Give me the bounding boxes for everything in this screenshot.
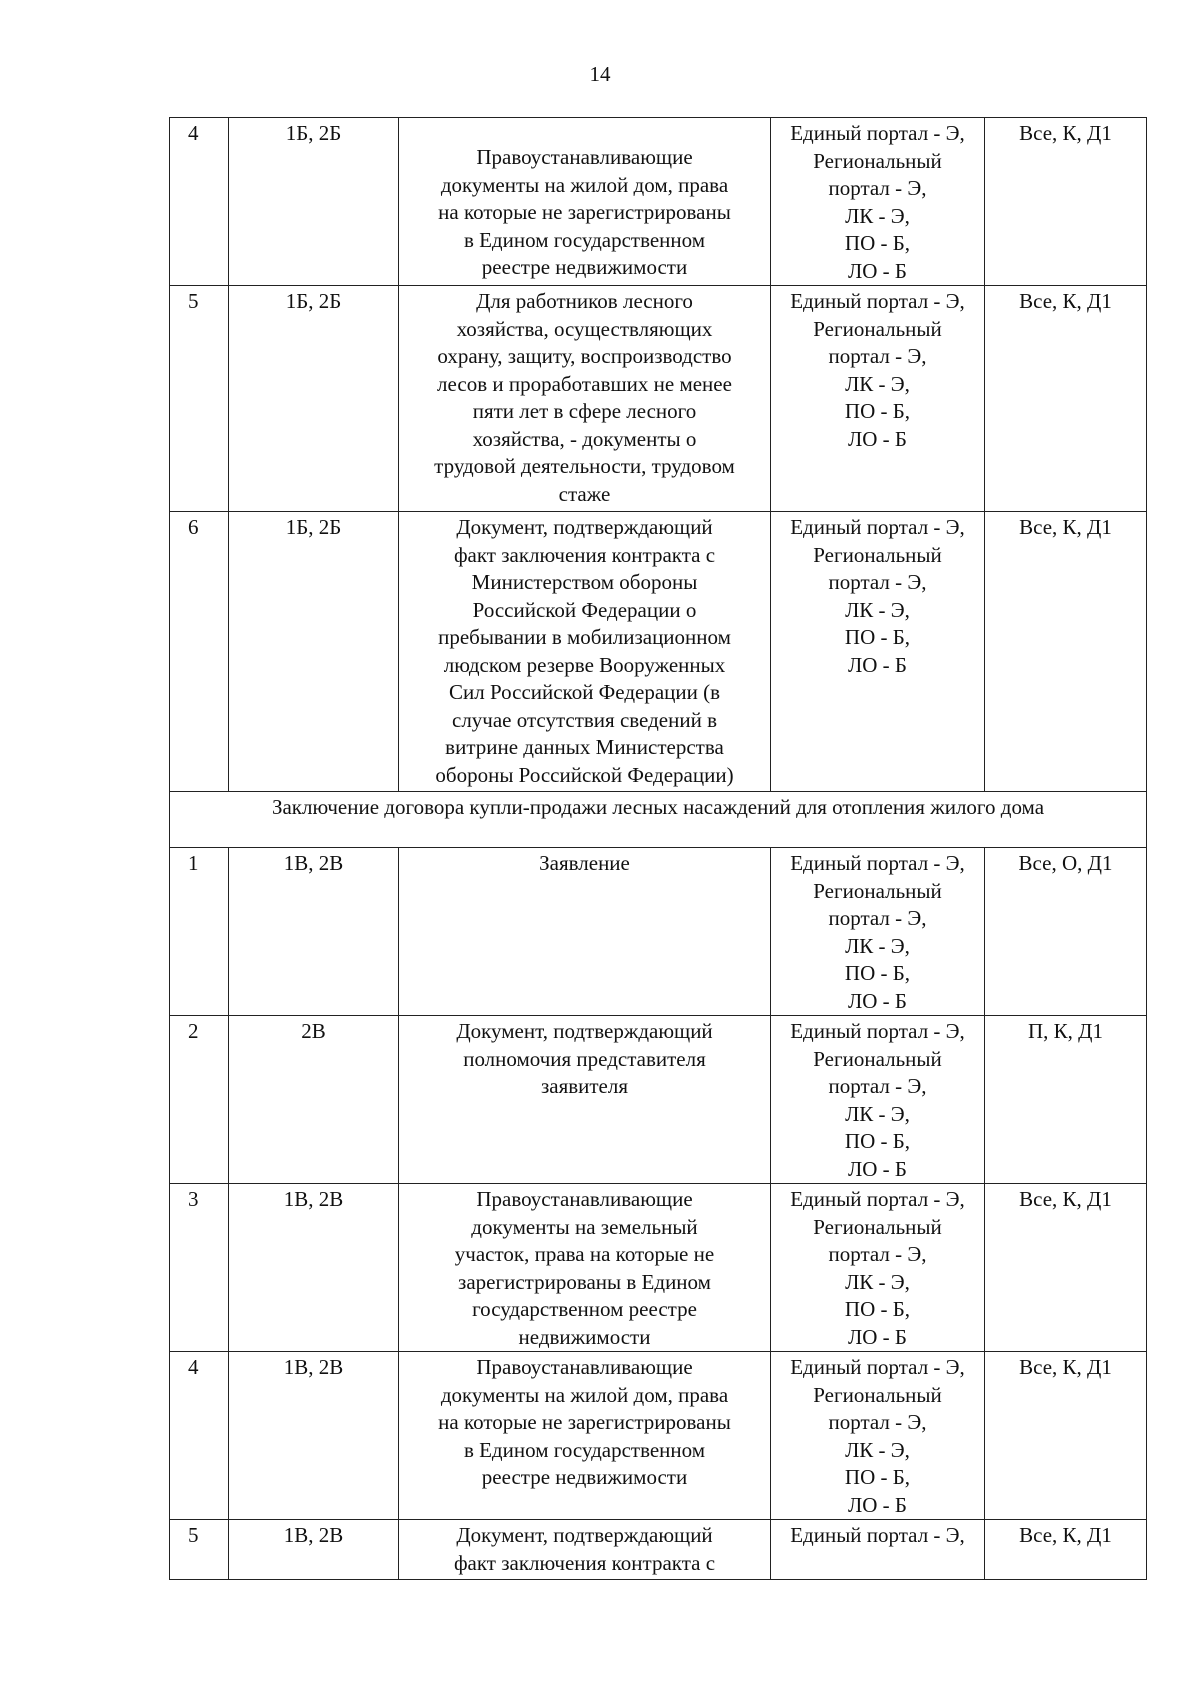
row-number: 5 <box>170 286 229 512</box>
row-document <box>399 1520 771 1580</box>
row-document <box>399 118 771 286</box>
row-document <box>399 512 771 792</box>
row-channels-text: Единый портал - Э, Региональный портал - Э, ЛК - Э, ПО - Б, ЛО - Б <box>790 515 965 677</box>
row-channels <box>771 118 985 286</box>
row-channels-text: Единый портал - Э, Региональный портал - Э, ЛК - Э, ПО - Б, ЛО - Б <box>790 1187 965 1349</box>
row-channels-text: Единый портал - Э, Региональный портал - Э, ЛК - Э, ПО - Б, ЛО - Б <box>790 1355 965 1517</box>
row-document <box>399 1016 771 1184</box>
section-title: Заключение договора купли-продажи лесных насаждений для отопления жилого дома <box>170 792 1147 848</box>
row-category: Все, К, Д1 <box>985 118 1147 286</box>
row-channels <box>771 512 985 792</box>
row-category: П, К, Д1 <box>985 1016 1147 1184</box>
row-channels-text: Единый портал - Э, Региональный портал - Э, ЛК - Э, ПО - Б, ЛО - Б <box>790 851 965 1013</box>
table-row <box>170 848 1147 1016</box>
row-category: Все, К, Д1 <box>985 1352 1147 1520</box>
table-row <box>170 118 1147 286</box>
row-variants: 1В, 2В <box>229 1520 399 1580</box>
row-variants: 1Б, 2Б <box>229 286 399 512</box>
row-variants: 1В, 2В <box>229 1184 399 1352</box>
row-channels <box>771 1184 985 1352</box>
row-category: Все, К, Д1 <box>985 512 1147 792</box>
row-category: Все, К, Д1 <box>985 1184 1147 1352</box>
table-row <box>170 1016 1147 1184</box>
section-heading-row <box>170 792 1147 848</box>
row-document-text: Правоустанавливающие документы на жилой дом, права на которые не зарегистрированы в Едином государственном реестре недвижимости <box>438 145 731 279</box>
page-number: 14 <box>589 62 611 86</box>
row-channels-text: Единый портал - Э, <box>790 1523 965 1547</box>
row-number: 4 <box>170 118 229 286</box>
row-channels <box>771 1016 985 1184</box>
row-channels-text: Единый портал - Э, Региональный портал - Э, ЛК - Э, ПО - Б, ЛО - Б <box>790 1019 965 1181</box>
row-document-text: Документ, подтверждающий факт заключения контракта с <box>453 1523 716 1575</box>
table-row <box>170 512 1147 792</box>
row-document-text: Правоустанавливающие документы на земельный участок, права на которые не зарегистрированы в Едином государственном реестре недвижимости <box>454 1187 715 1349</box>
row-document <box>399 1184 771 1352</box>
row-category: Все, К, Д1 <box>985 286 1147 512</box>
row-document-text: Для работников лесного хозяйства, осуществляющих охрану, защиту, воспроизводство лесов и проработавших не менее пяти лет в сфере лесного хозяйства, - документы о трудовой деятельности, трудовом стаже <box>434 289 735 506</box>
table-row <box>170 286 1147 512</box>
documents-table <box>169 117 1147 1580</box>
row-number: 6 <box>170 512 229 792</box>
row-number: 2 <box>170 1016 229 1184</box>
table-row <box>170 1352 1147 1520</box>
row-document-text: Документ, подтверждающий факт заключения контракта с Министерством обороны Российской Федерации о пребывании в мобилизационном людском резерве Вооруженных Сил Российской Федерации (в случае отсутствия сведений в витрине данных Министерства обороны Российской Федерации) <box>435 515 734 787</box>
row-number: 5 <box>170 1520 229 1580</box>
row-variants: 1Б, 2Б <box>229 118 399 286</box>
row-channels <box>771 1352 985 1520</box>
table-row <box>170 1520 1147 1580</box>
row-variants: 2В <box>229 1016 399 1184</box>
row-channels <box>771 286 985 512</box>
row-channels <box>771 848 985 1016</box>
row-document <box>399 848 771 1016</box>
row-category: Все, О, Д1 <box>985 848 1147 1016</box>
row-variants: 1В, 2В <box>229 848 399 1016</box>
row-variants: 1Б, 2Б <box>229 512 399 792</box>
table-row <box>170 1184 1147 1352</box>
row-channels-text: Единый портал - Э, Региональный портал - Э, ЛК - Э, ПО - Б, ЛО - Б <box>790 289 965 451</box>
row-variants: 1В, 2В <box>229 1352 399 1520</box>
row-channels-text: Единый портал - Э, Региональный портал - Э, ЛК - Э, ПО - Б, ЛО - Б <box>790 121 965 283</box>
row-document-text: Документ, подтверждающий полномочия представителя заявителя <box>456 1019 713 1098</box>
row-document-text: Заявление <box>539 851 630 875</box>
row-document <box>399 286 771 512</box>
row-number: 1 <box>170 848 229 1016</box>
row-number: 4 <box>170 1352 229 1520</box>
row-document <box>399 1352 771 1520</box>
row-number: 3 <box>170 1184 229 1352</box>
row-channels <box>771 1520 985 1580</box>
row-document-text: Правоустанавливающие документы на жилой дом, права на которые не зарегистрированы в Едином государственном реестре недвижимости <box>438 1355 731 1489</box>
row-category: Все, К, Д1 <box>985 1520 1147 1580</box>
